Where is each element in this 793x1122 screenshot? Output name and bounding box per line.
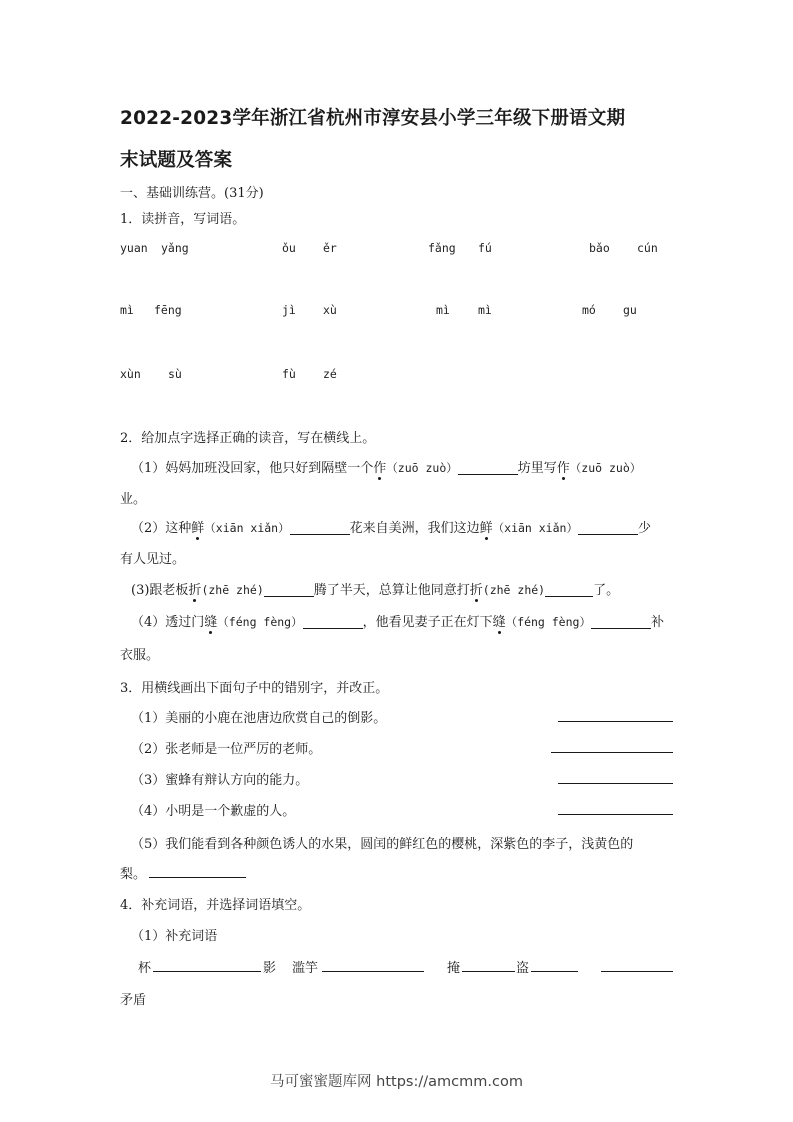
pinyin-syllable: fǎng: [428, 241, 456, 255]
pinyin-options: （zuō zuò）: [386, 461, 458, 475]
pinyin-syllable: fēng: [154, 303, 182, 317]
q3-item-5: （5）我们能看到各种颜色诱人的水果，圆闰的鲜红色的樱桃，深紫色的李子，浅黄色的: [131, 837, 634, 852]
answer-blank[interactable]: [264, 582, 314, 597]
dotted-character: 作: [373, 457, 386, 476]
question-3-prompt: 3．用横线画出下面句子中的错别字，并改正。: [120, 681, 389, 696]
pinyin-syllable: yǎng: [161, 241, 189, 255]
answer-blank[interactable]: [303, 614, 363, 629]
sentence-text: ，他看见妻子正在灯下: [362, 615, 493, 630]
pinyin-syllable: jì: [282, 303, 296, 317]
idiom-2-start: 滥竽: [292, 961, 319, 976]
pinyin-syllable: sù: [168, 367, 182, 381]
idiom-4-end: 矛盾: [120, 993, 147, 1008]
idiom-1-start: 杯: [138, 961, 152, 976]
q3-item-4: （4）小明是一个歉虚的人。: [131, 804, 296, 819]
pinyin-options: （féng fèng）: [505, 615, 591, 629]
pinyin-syllable: xù: [323, 303, 337, 317]
answer-blank[interactable]: [591, 614, 651, 629]
pinyin-syllable: gu: [623, 303, 637, 317]
q3-item-5-wrap: 梨。: [120, 867, 147, 882]
pinyin-options: （féng fèng）: [217, 615, 303, 629]
idiom-blank[interactable]: [531, 971, 578, 972]
pinyin-syllable: ǒu: [282, 241, 296, 255]
page-title-continued: 末试题及答案: [120, 150, 233, 171]
pinyin-syllable: mì: [120, 303, 134, 317]
q2-item-3: [131, 579, 619, 598]
pinyin-syllable: mó: [582, 303, 596, 317]
dotted-character: 折: [470, 579, 483, 598]
idiom-3-middle: 盗: [516, 961, 530, 976]
dotted-character: 缝: [204, 611, 217, 630]
answer-line[interactable]: [558, 721, 673, 722]
q3-item-1: （1）美丽的小鹿在池唐边欣赏自己的倒影。: [131, 711, 387, 726]
section-heading: 一、基础训练营。(31分): [120, 186, 264, 201]
idiom-blank[interactable]: [462, 971, 515, 972]
answer-blank[interactable]: [578, 520, 638, 535]
q3-item-2: （2）张老师是一位严厉的老师。: [131, 742, 322, 757]
pinyin-syllable: mì: [478, 303, 492, 317]
answer-line[interactable]: [558, 814, 673, 815]
q2-item-4: [131, 611, 664, 630]
pinyin-syllable: zé: [323, 367, 337, 381]
q2-item-4-wrap: 衣服。: [120, 648, 160, 663]
idiom-1-end: 影: [263, 961, 277, 976]
pinyin-syllable: ěr: [323, 241, 337, 255]
sentence-text: 坊里写: [517, 461, 557, 476]
q2-item-2: [131, 517, 651, 536]
q4-sub-1: （1）补充词语: [131, 929, 218, 944]
sentence-text: （4）透过门: [131, 615, 205, 630]
answer-blank[interactable]: [290, 520, 350, 535]
question-2-prompt: 2．给加点字选择正确的读音，写在横线上。: [120, 431, 376, 446]
page-title: 2022-2023学年浙江省杭州市淳安县小学三年级下册语文期: [120, 108, 626, 129]
q2-item-2-wrap: 有人见过。: [120, 552, 186, 567]
pinyin-options: (zhē zhé): [482, 583, 546, 597]
sentence-text: 花来自美洲，我们这边: [349, 521, 480, 536]
footer-watermark: 马可蜜蜜题库网 https://amcmm.com: [270, 1074, 523, 1090]
answer-line[interactable]: [558, 783, 673, 784]
dotted-character: 缝: [493, 611, 506, 630]
pinyin-options: （xiān xiǎn）: [492, 521, 578, 535]
q3-item-3: （3）蜜蜂有辩认方向的能力。: [131, 773, 309, 788]
idiom-blank[interactable]: [322, 971, 424, 972]
pinyin-options: （xiān xiǎn）: [204, 521, 290, 535]
pinyin-syllable: yuan: [120, 241, 148, 255]
idiom-blank[interactable]: [601, 971, 673, 972]
answer-blank[interactable]: [458, 460, 518, 475]
pinyin-syllable: fù: [282, 367, 296, 381]
q2-item-1-wrap: 业。: [120, 492, 147, 507]
question-1-prompt: 1．读拼音，写词语。: [120, 212, 246, 227]
sentence-text: 腾了半天，总算让他同意打: [313, 583, 470, 598]
sentence-text: （1）妈妈加班没回家，他只好到隔壁一个: [131, 461, 374, 476]
dotted-character: 鲜: [191, 517, 204, 536]
pinyin-syllable: fú: [478, 241, 492, 255]
dotted-character: 鲜: [480, 517, 493, 536]
pinyin-syllable: cún: [637, 241, 658, 255]
sentence-text: （2）这种: [131, 521, 192, 536]
dotted-character: 作: [557, 457, 570, 476]
sentence-text: (3)跟老板: [131, 583, 189, 598]
pinyin-options: （zuō zuò）: [569, 461, 642, 475]
sentence-text: 少: [637, 521, 651, 536]
sentence-text: 补: [650, 615, 664, 630]
sentence-text: 了。: [593, 583, 620, 598]
pinyin-syllable: mì: [436, 303, 450, 317]
pinyin-syllable: xùn: [120, 367, 141, 381]
pinyin-options: (zhē zhé): [201, 583, 264, 597]
answer-line[interactable]: [149, 877, 246, 878]
idiom-blank[interactable]: [153, 971, 261, 972]
dotted-character: 折: [188, 579, 201, 598]
pinyin-syllable: bǎo: [589, 241, 610, 255]
idiom-3-start: 掩: [447, 961, 461, 976]
q2-item-1: [131, 457, 641, 476]
question-4-prompt: 4．补充词语，并选择词语填空。: [120, 898, 311, 913]
answer-blank[interactable]: [545, 582, 593, 597]
answer-line[interactable]: [551, 752, 673, 753]
